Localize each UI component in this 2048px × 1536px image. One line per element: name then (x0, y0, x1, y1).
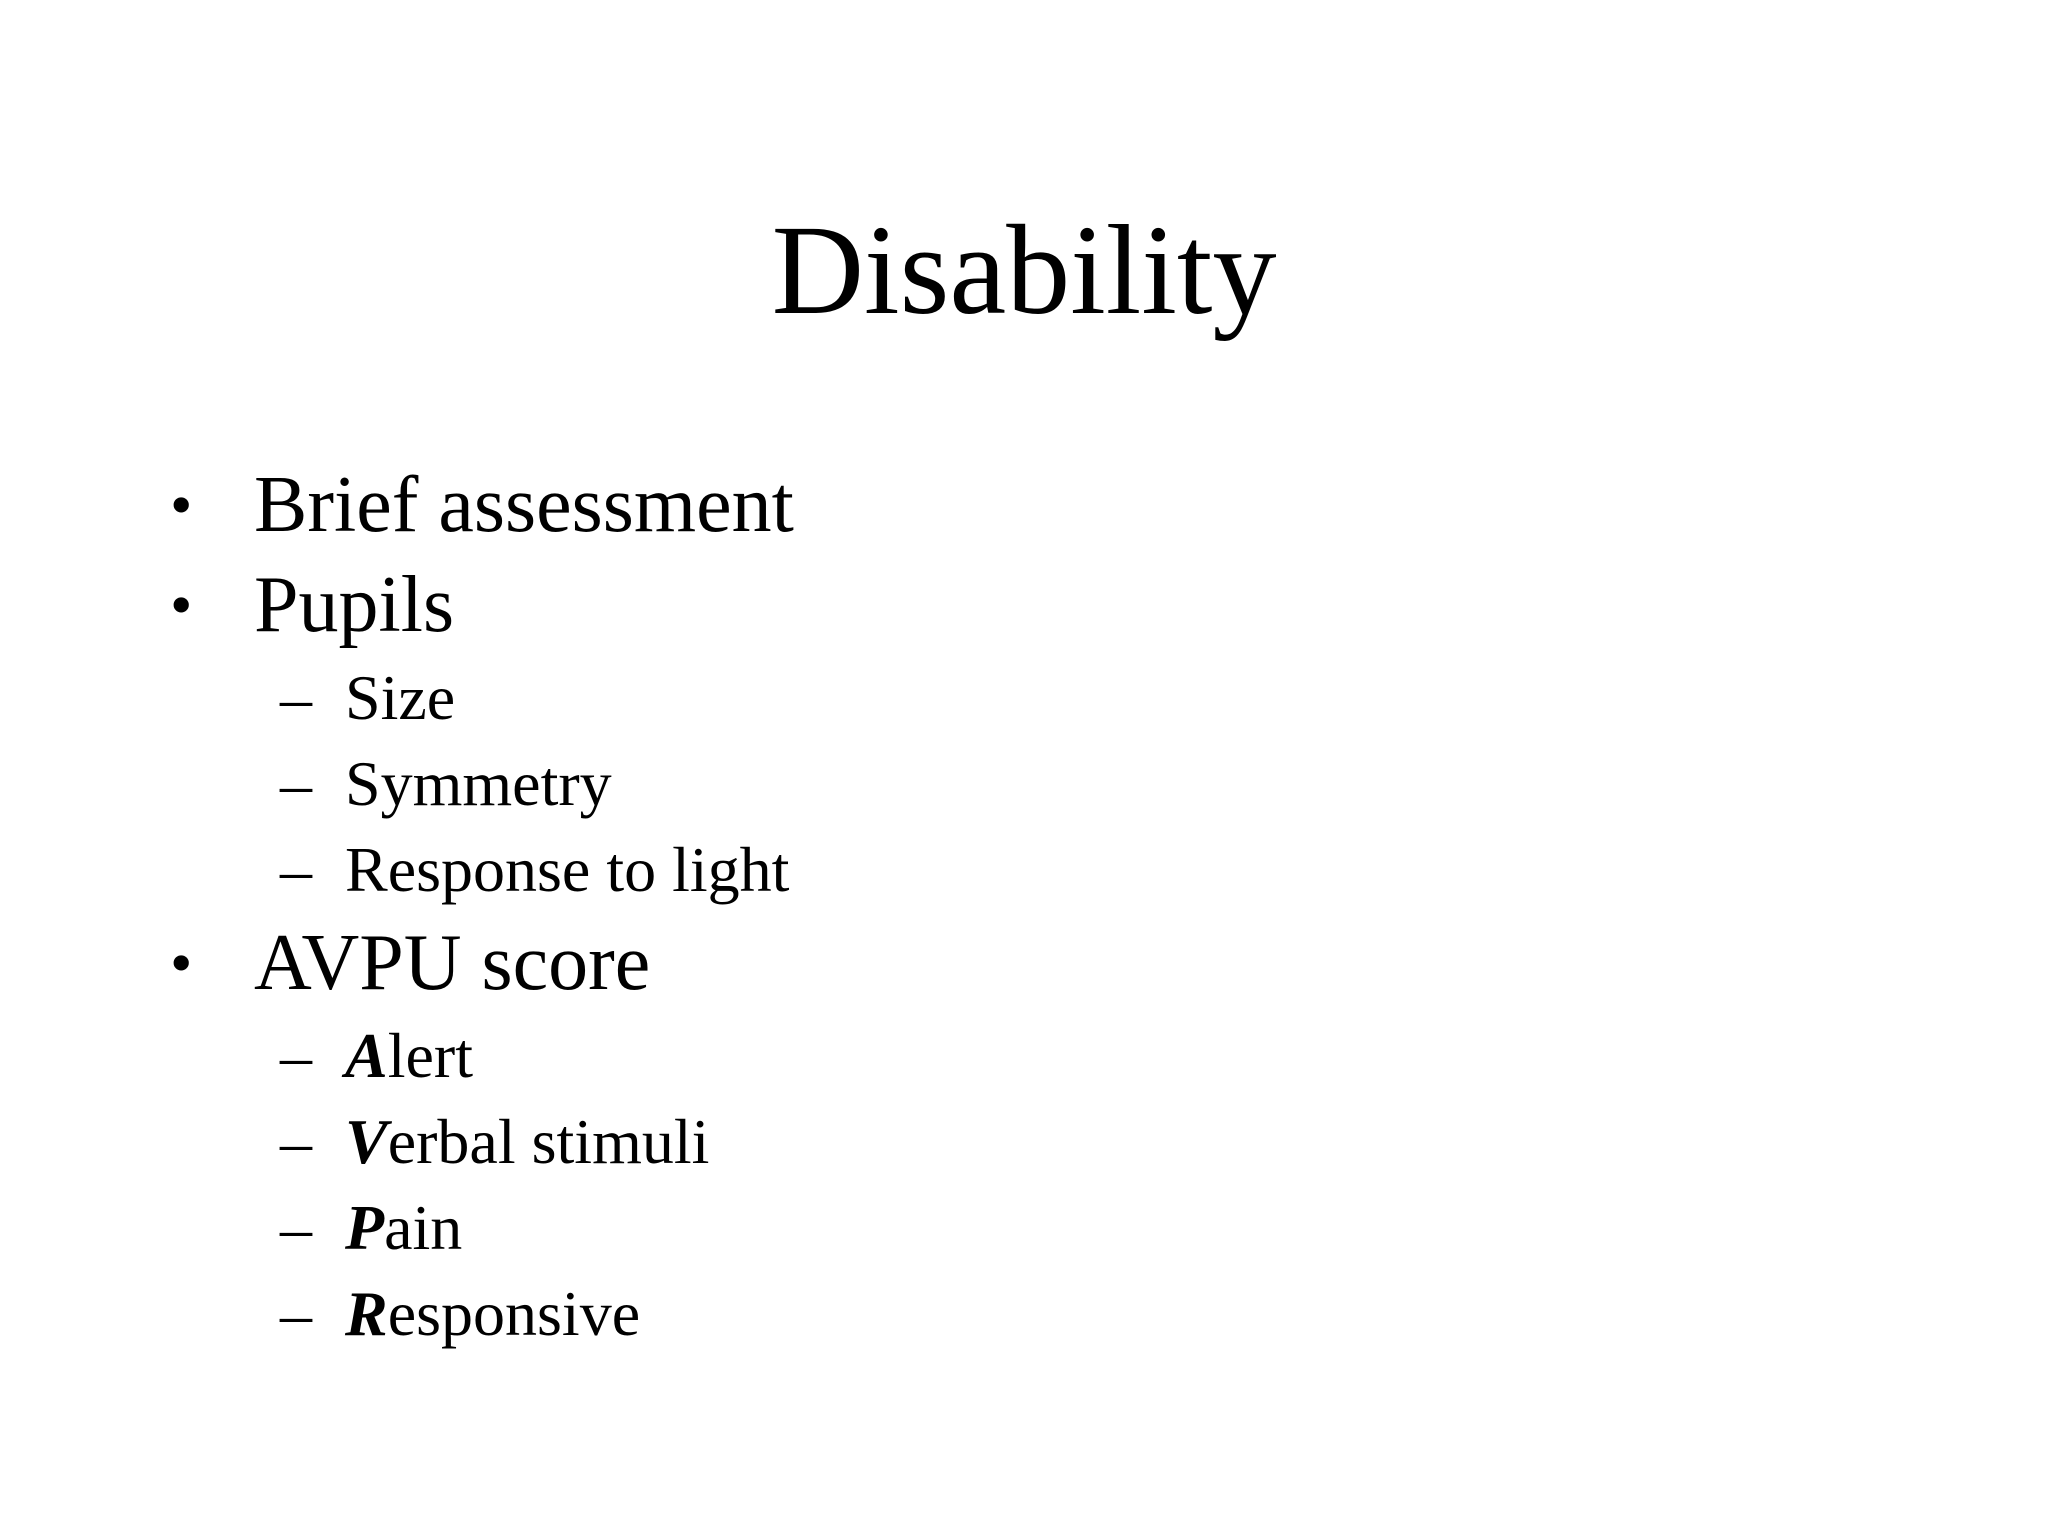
sub-text: erbal stimuli (387, 1106, 710, 1177)
sub-item-symmetry (170, 741, 1870, 827)
bullet-marker: • (170, 927, 193, 998)
sub-marker: – (280, 662, 312, 733)
sub-initial: P (345, 1192, 385, 1263)
bullet-text: Brief assessment (254, 461, 794, 549)
sub-marker: – (280, 834, 312, 905)
sub-item-response-to-light (170, 827, 1870, 913)
sub-marker: – (280, 1020, 312, 1091)
bullet-marker: • (170, 569, 193, 640)
sub-marker: – (280, 748, 312, 819)
bullet-item-brief-assessment (170, 455, 1870, 555)
sub-item-responsive (170, 1271, 1870, 1357)
bullet-marker: • (170, 469, 193, 540)
sub-initial: R (345, 1278, 388, 1349)
sub-marker: – (280, 1106, 312, 1177)
bullet-item-avpu-score (170, 913, 1870, 1013)
sub-marker: – (280, 1192, 312, 1263)
sub-item-pain (170, 1185, 1870, 1271)
sub-marker: – (280, 1278, 312, 1349)
bullet-list (170, 455, 1870, 1357)
sub-item-alert (170, 1013, 1870, 1099)
bullet-item-pupils (170, 555, 1870, 655)
sub-text: ain (384, 1192, 463, 1263)
sub-text: lert (387, 1020, 473, 1091)
sub-text: esponsive (387, 1278, 641, 1349)
slide-title: Disability (771, 199, 1277, 341)
sub-initial: V (345, 1106, 388, 1177)
sub-item-size (170, 655, 1870, 741)
sub-initial: A (345, 1020, 388, 1091)
bullet-text: Pupils (254, 561, 455, 649)
sub-text: Size (345, 662, 456, 733)
bullet-text: AVPU score (254, 919, 651, 1007)
sub-item-verbal-stimuli (170, 1099, 1870, 1185)
sub-text: Response to light (345, 834, 790, 905)
sub-text: Symmetry (345, 748, 612, 819)
